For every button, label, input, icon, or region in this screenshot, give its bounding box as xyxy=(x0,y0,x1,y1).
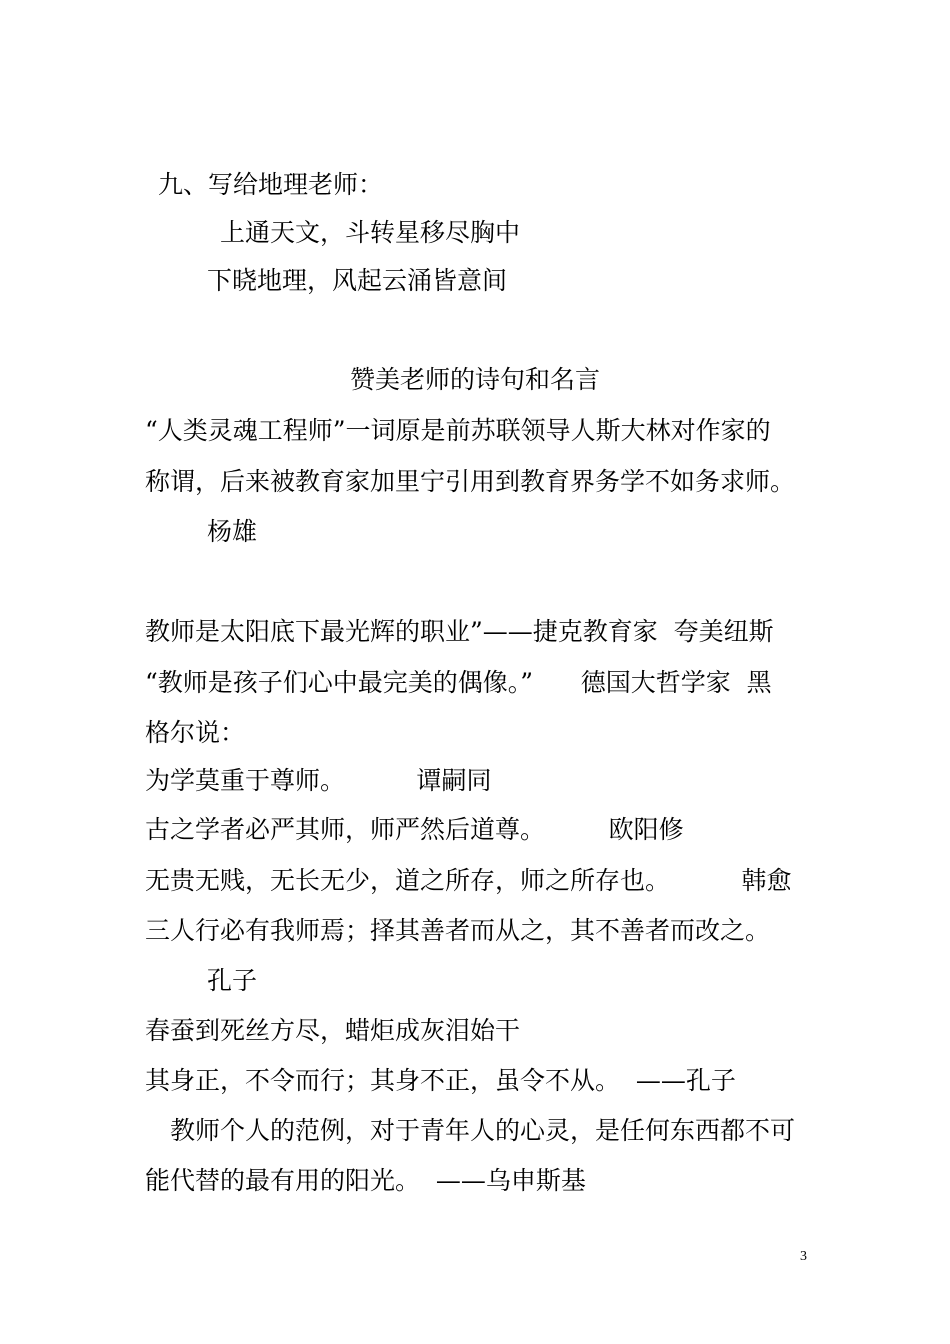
quote-line: “教师是孩子们心中最完美的偶像。” 德国大哲学家 黑 xyxy=(145,668,772,697)
quote-line: 春蚕到死丝方尽，蜡炬成灰泪始干 xyxy=(145,1016,521,1045)
quote-author: 杨雄 xyxy=(207,517,258,546)
quote-author: 孔子 xyxy=(207,966,258,995)
poem-line-1: 上通天文，斗转星移尽胸中 xyxy=(220,218,521,247)
poem-line-2: 下晓地理，风起云涌皆意间 xyxy=(207,266,508,295)
quote-line: “人类灵魂工程师”一词原是前苏联领导人斯大林对作家的 xyxy=(145,416,771,445)
quote-line: 无贵无贱，无长无少，道之所存，师之所存也。 韩愈 xyxy=(145,866,792,895)
quote-line: 其身正，不令而行；其身不正，虽令不从。 ——孔子 xyxy=(145,1066,736,1095)
quote-line: 称谓，后来被教育家加里宁引用到教育界务学不如务求师。 xyxy=(145,467,796,496)
quote-line: 格尔说： xyxy=(145,718,246,747)
quote-line: 为学莫重于尊师。 谭嗣同 xyxy=(145,766,492,795)
quote-line: 能代替的最有用的阳光。 ——乌申斯基 xyxy=(145,1166,586,1195)
quote-line: 教师个人的范例，对于青年人的心灵，是任何东西都不可 xyxy=(170,1116,796,1145)
quote-line: 三人行必有我师焉；择其善者而从之，其不善者而改之。 xyxy=(145,916,771,945)
page-number: 3 xyxy=(800,1249,807,1264)
section-heading: 九、写给地理老师： xyxy=(158,170,384,199)
page-title: 赞美老师的诗句和名言 xyxy=(349,365,600,394)
quote-line: 教师是太阳底下最光辉的职业”——捷克教育家 夸美纽斯 xyxy=(145,617,774,646)
quote-line: 古之学者必严其师，师严然后道尊。 欧阳修 xyxy=(145,815,684,844)
